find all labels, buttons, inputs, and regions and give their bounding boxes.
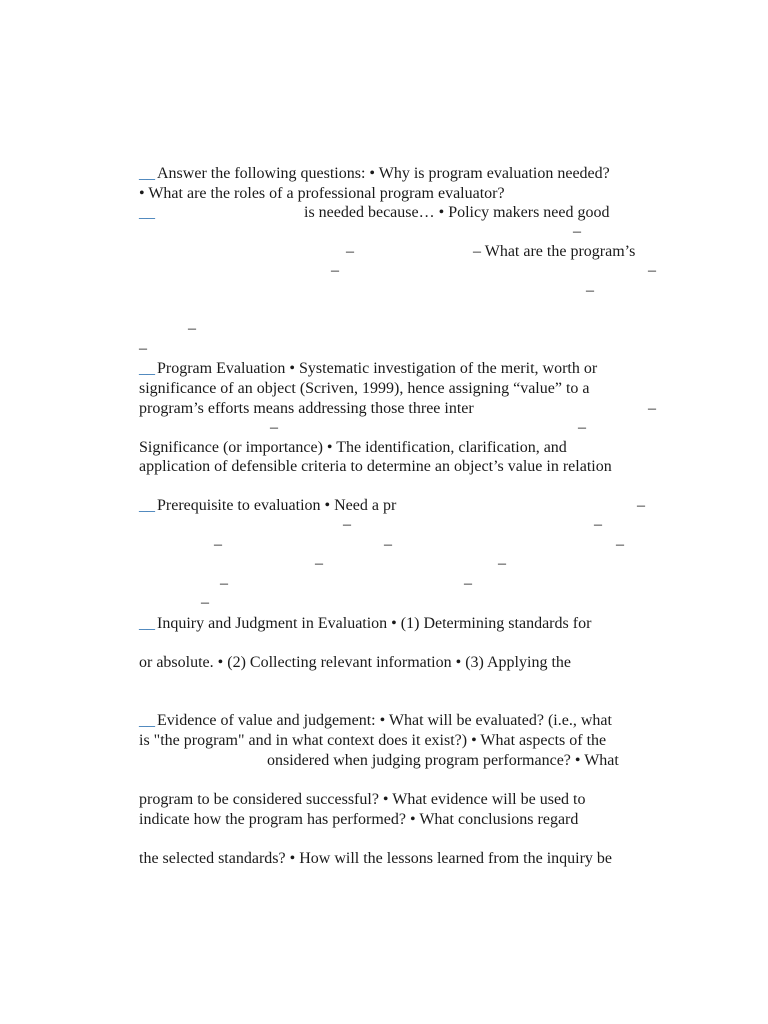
- dash-mark: –: [139, 340, 147, 357]
- text-line: the selected standards? • How will the lessons learned from the inquiry be: [139, 850, 613, 867]
- dash-mark: –: [270, 419, 278, 436]
- dash-mark: –: [586, 282, 594, 299]
- dash-mark: –: [346, 243, 354, 260]
- text-line: Evidence of value and judgement: • What will be evaluated? (i.e., what: [157, 712, 612, 729]
- text-line: significance of an object (Scriven, 1999), hence assigning “value” to a: [139, 380, 590, 397]
- text-line: application of defensible criteria to determine an object’s value in relation: [139, 458, 612, 475]
- text-line: Prerequisite to evaluation • Need a pr: [157, 497, 397, 514]
- text-line: is needed because… • Policy makers need good: [304, 204, 610, 221]
- text-line: – What are the program’s: [473, 243, 636, 260]
- section-marker: __: [139, 712, 155, 729]
- dash-mark: –: [331, 262, 339, 279]
- dash-mark: –: [343, 516, 351, 533]
- dash-mark: –: [214, 536, 222, 553]
- text-line: Inquiry and Judgment in Evaluation • (1) Determining standards for: [157, 615, 592, 632]
- dash-mark: –: [648, 400, 656, 417]
- dash-mark: –: [637, 497, 645, 514]
- dash-mark: –: [220, 575, 228, 592]
- dash-mark: –: [573, 223, 581, 240]
- dash-mark: –: [384, 536, 392, 553]
- dash-mark: –: [201, 594, 209, 611]
- text-line: or absolute. • (2) Collecting relevant information • (3) Applying the: [139, 654, 571, 671]
- dash-mark: –: [648, 262, 656, 279]
- section-marker: __: [139, 615, 155, 632]
- dash-mark: –: [188, 320, 196, 337]
- text-line: • What are the roles of a professional program evaluator?: [139, 185, 505, 202]
- dash-mark: –: [594, 516, 602, 533]
- text-line: program’s efforts means addressing those three inter: [139, 400, 474, 417]
- text-line: Significance (or importance) • The identification, clarification, and: [139, 439, 567, 456]
- text-line: indicate how the program has performed? • What conclusions regard: [139, 811, 579, 828]
- dash-mark: –: [616, 536, 624, 553]
- section-marker: __: [139, 497, 155, 514]
- section-marker: __: [139, 165, 155, 182]
- text-line: Answer the following questions: • Why is program evaluation needed?: [157, 165, 610, 182]
- text-line: is "the program" and in what context does it exist?) • What aspects of the: [139, 732, 607, 749]
- dash-mark: –: [578, 419, 586, 436]
- dash-mark: –: [315, 555, 323, 572]
- text-line: onsidered when judging program performance? • What: [267, 752, 619, 769]
- text-line: program to be considered successful? • What evidence will be used to: [139, 791, 586, 808]
- section-marker: __: [139, 204, 155, 221]
- section-marker: __: [139, 360, 155, 377]
- text-line: Program Evaluation • Systematic investigation of the merit, worth or: [157, 360, 598, 377]
- dash-mark: –: [464, 575, 472, 592]
- dash-mark: –: [498, 555, 506, 572]
